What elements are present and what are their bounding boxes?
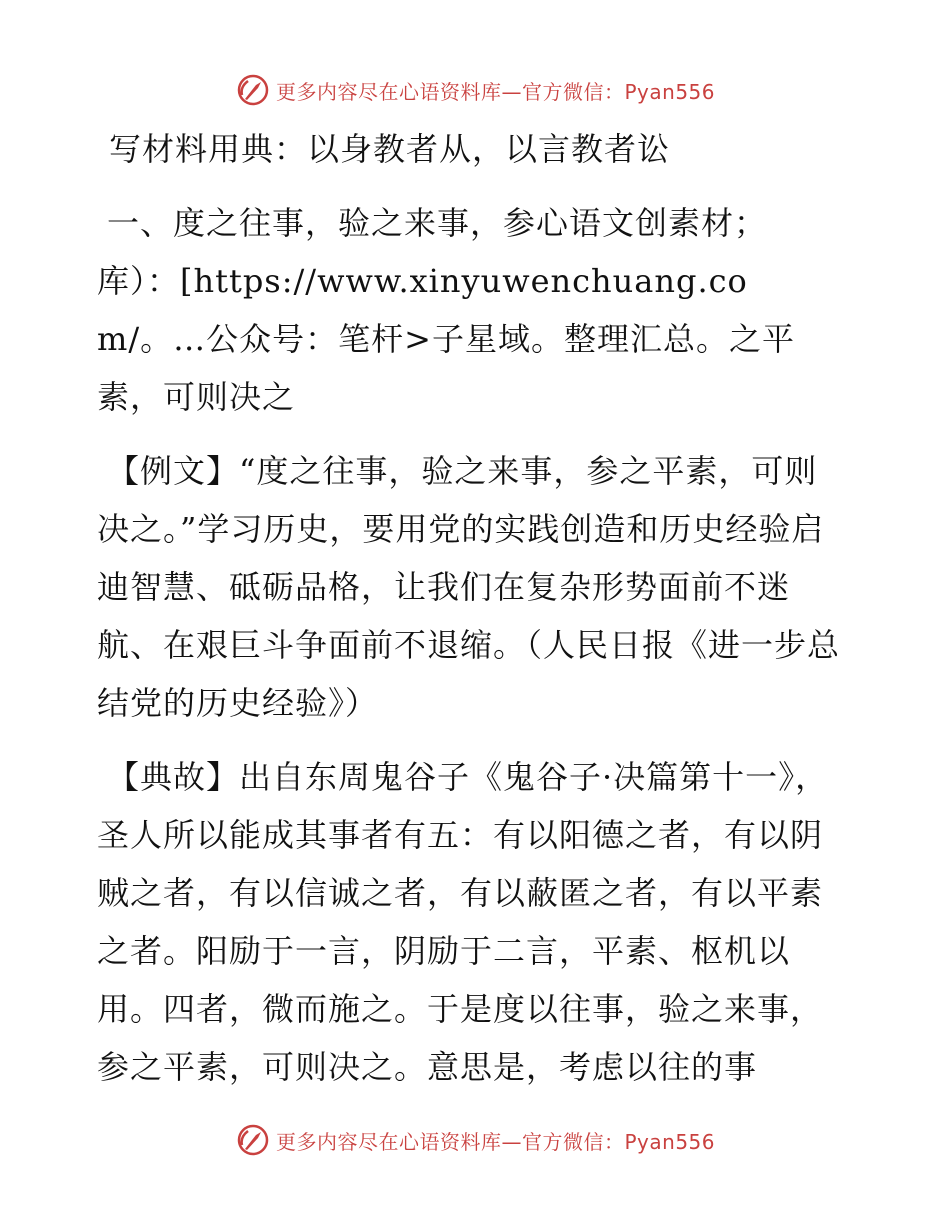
pen-nib-logo-icon xyxy=(236,73,270,107)
footer-banner xyxy=(236,1122,715,1158)
footer-banner-text: 更多内容尽在心语资料库—官方微信：Pyan556 xyxy=(276,1129,716,1154)
section-heading: 一、度之往事，验之来事，参心语文创素材； xyxy=(107,204,768,242)
header-banner-text: 更多内容尽在心语资料库—官方微信：Pyan556 xyxy=(276,79,716,104)
source-text: 库）：[https://www.xinyuwenchuang.com/。…公众号：笔杆>子星域。整理汇总。之平素，可则决之 xyxy=(97,262,795,416)
pen-nib-logo-icon xyxy=(236,1123,270,1157)
document-title: 写材料用典：以身教者从，以言教者讼 xyxy=(109,130,671,168)
example-paragraph: 【例文】“度之往事，验之来事，参之平素，可则决之。”学习历史，要用党的实践创造和历史经验启迪智慧、砥砺品格，让我们在复杂形势面前不迷航、在艰巨斗争面前不退缩。（人民日报《进一步总结党的历史经验》） xyxy=(97,452,841,722)
document-body xyxy=(97,120,849,1096)
header-banner xyxy=(236,72,715,108)
allusion-paragraph: 【典故】出自东周鬼谷子《鬼谷子·决篇第十一》，圣人所以能成其事者有五：有以阳德之者，有以阴贼之者，有以信诚之者，有以蔽匿之者，有以平素之者。阳励于一言，阴励于二言，平素、枢机以用。四者，微而施之。于是度以往事，验之来事，参之平素，可则决之。意思是，考虑以往的事 xyxy=(97,758,829,1086)
